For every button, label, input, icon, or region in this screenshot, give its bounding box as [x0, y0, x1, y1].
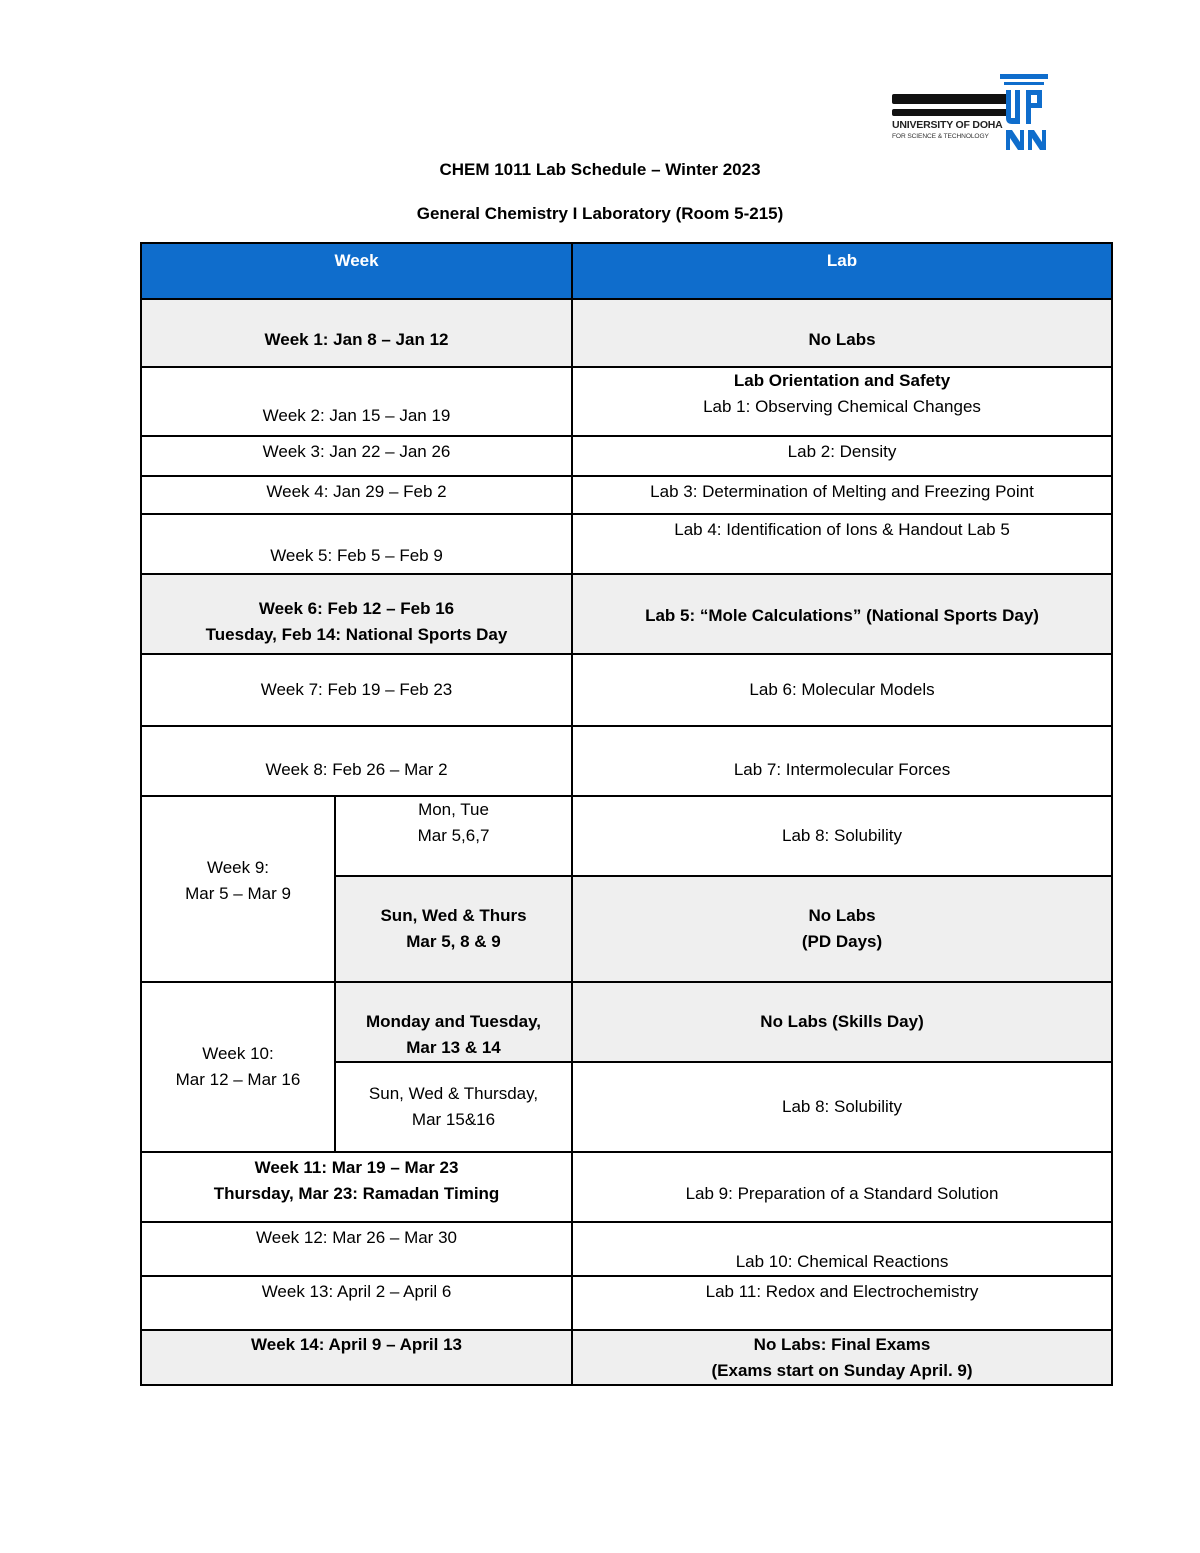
lab-line: (PD Days)	[801, 932, 883, 951]
days-line: Mar 5,6,7	[417, 826, 490, 845]
table-row	[141, 1276, 1112, 1330]
days-line: Mar 5, 8 & 9	[406, 932, 501, 951]
table-row	[141, 476, 1112, 514]
days-line: Sun, Wed & Thursday,	[368, 1084, 539, 1103]
lab-line: Lab 1: Observing Chemical Changes	[703, 397, 981, 416]
table-row	[141, 982, 1112, 1062]
week-cell: Week 1: Jan 8 – Jan 12	[141, 299, 572, 367]
udst-emblem-icon	[1000, 72, 1048, 152]
table-header-row	[141, 243, 1112, 299]
document-title: CHEM 1011 Lab Schedule – Winter 2023	[439, 160, 761, 179]
week-cell: Week 5: Feb 5 – Feb 9	[141, 514, 572, 574]
logo-subtitle-en: FOR SCIENCE & TECHNOLOGY	[892, 133, 989, 140]
lab-cell: Lab 3: Determination of Melting and Freezing Point	[572, 476, 1112, 514]
lab-cell: Lab 2: Density	[572, 436, 1112, 476]
days-line: Sun, Wed & Thurs	[380, 906, 527, 925]
week-line: Week 11: Mar 19 – Mar 23	[254, 1158, 459, 1177]
days-cell	[335, 876, 572, 982]
week-cell: Week 2: Jan 15 – Jan 19	[141, 367, 572, 436]
days-cell	[335, 982, 572, 1062]
week-line: Thursday, Mar 23: Ramadan Timing	[213, 1184, 500, 1203]
header-lab: Lab	[572, 243, 1112, 299]
week-line: Mar 12 – Mar 16	[175, 1070, 301, 1089]
lab-line: Lab Orientation and Safety	[733, 371, 951, 390]
week-line: Week 10:	[202, 1044, 274, 1063]
week-cell: Week 8: Feb 26 – Mar 2	[141, 726, 572, 796]
week-cell	[141, 574, 572, 654]
header-week: Week	[141, 243, 572, 299]
lab-cell: Lab 8: Solubility	[572, 796, 1112, 876]
table-row	[141, 796, 1112, 876]
week-line: Week 6: Feb 12 – Feb 16	[258, 599, 455, 618]
days-line: Mar 15&16	[411, 1110, 496, 1129]
logo-name-en: UNIVERSITY OF DOHA	[892, 119, 1003, 131]
week-line: Mar 5 – Mar 9	[185, 884, 291, 903]
university-logo	[888, 72, 1048, 154]
lab-cell: Lab 8: Solubility	[572, 1062, 1112, 1152]
lab-cell: No Labs	[572, 299, 1112, 367]
lab-cell	[572, 876, 1112, 982]
lab-cell	[572, 1330, 1112, 1385]
lab-cell: Lab 10: Chemical Reactions	[572, 1222, 1112, 1276]
table-row	[141, 654, 1112, 726]
days-line: Mar 13 & 14	[406, 1038, 501, 1057]
document-subtitle: General Chemistry I Laboratory (Room 5-215)	[416, 204, 784, 223]
lab-line: No Labs	[808, 906, 876, 925]
week-line: Tuesday, Feb 14: National Sports Day	[205, 625, 508, 644]
table-row	[141, 299, 1112, 367]
table-row	[141, 574, 1112, 654]
week-cell: Week 13: April 2 – April 6	[141, 1276, 572, 1330]
lab-cell: Lab 9: Preparation of a Standard Solution	[572, 1152, 1112, 1222]
days-cell	[335, 796, 572, 876]
week-cell: Week 12: Mar 26 – Mar 30	[141, 1222, 572, 1276]
lab-cell: Lab 6: Molecular Models	[572, 654, 1112, 726]
week-cell: Week 4: Jan 29 – Feb 2	[141, 476, 572, 514]
week-cell	[141, 1152, 572, 1222]
week-cell: Week 7: Feb 19 – Feb 23	[141, 654, 572, 726]
arabic-name-line	[892, 94, 1008, 104]
week-cell: Week 14: April 9 – April 13	[141, 1330, 572, 1385]
lab-cell: Lab 4: Identification of Ions & Handout Lab 5	[572, 514, 1112, 574]
week-cell	[141, 982, 335, 1152]
days-cell	[335, 1062, 572, 1152]
lab-cell: No Labs (Skills Day)	[572, 982, 1112, 1062]
table-row	[141, 1222, 1112, 1276]
lab-cell: Lab 7: Intermolecular Forces	[572, 726, 1112, 796]
lab-line: No Labs: Final Exams	[753, 1335, 931, 1354]
table-row	[141, 726, 1112, 796]
week-cell	[141, 796, 335, 982]
lab-cell: Lab 11: Redox and Electrochemistry	[572, 1276, 1112, 1330]
table-row	[141, 514, 1112, 574]
lab-line: (Exams start on Sunday April. 9)	[711, 1361, 973, 1380]
lab-cell: Lab 5: “Mole Calculations” (National Sports Day)	[572, 574, 1112, 654]
lab-cell	[572, 367, 1112, 436]
days-line: Monday and Tuesday,	[365, 1012, 542, 1031]
table-row	[141, 1330, 1112, 1385]
table-row	[141, 436, 1112, 476]
days-line: Mon, Tue	[418, 800, 489, 819]
week-cell: Week 3: Jan 22 – Jan 26	[141, 436, 572, 476]
lab-schedule-table	[140, 242, 1113, 1386]
week-line: Week 9:	[206, 858, 270, 877]
arabic-subtitle-line	[892, 109, 1008, 116]
table-row	[141, 367, 1112, 436]
table-row	[141, 1152, 1112, 1222]
